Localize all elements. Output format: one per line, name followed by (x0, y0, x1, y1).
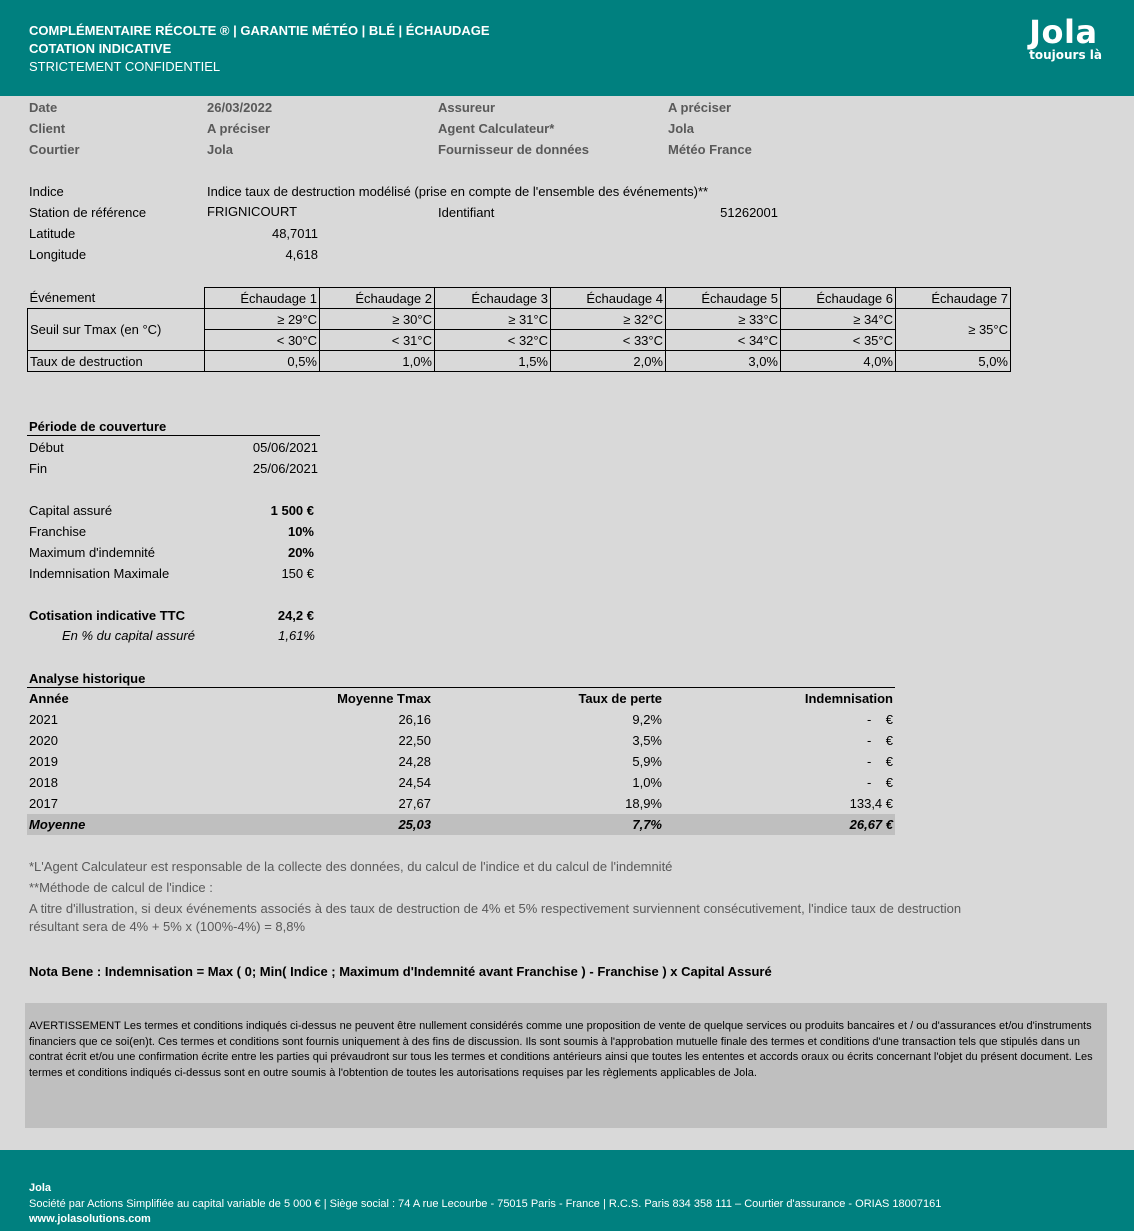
max-indemnite-value: 20% (287, 545, 314, 560)
identifiant-value: 51262001 (720, 205, 778, 220)
history-cell: 2019 (29, 754, 58, 769)
history-cell: 22,50 (398, 733, 431, 748)
history-cell: - € (866, 754, 893, 769)
cotisation-value: 24,2 € (277, 608, 314, 623)
longitude-label: Longitude (29, 247, 87, 262)
disclaimer-text: AVERTISSEMENT Les termes et conditions indiqués ci-dessus ne peuvent être nullement considérés comme une proposition de vente de quelque services ou produits bancaires et / ou d'assurances et/ou d'instruments financiers que ce soi(en)t. Ces termes et conditions sont fournis uniquement à des fins de discussion. Ils sont soumis à l'approbation mutuelle finale des termes et conditions d'une transaction tels que stipulés dans un contrat écrit et/ou une confirmation écrite entre les parties qui prévaudront sur tous les termes et conditions antérieurs ainsi que toutes les ententes et accords oraux ou écrits concernant l'objet du présent document. Les termes et conditions indiqués ci-dessus sont en outre soumis à l'obtention de toutes les autorisations requises par les règlements applicables de Jola. (29, 1020, 1093, 1079)
fin-value: 25/06/2021 (252, 461, 318, 476)
table-row (27, 793, 895, 814)
station-label: Station de référence (29, 205, 147, 220)
assureur-value: A préciser (668, 100, 732, 115)
franchise-value: 10% (287, 524, 314, 539)
history-cell: 27,67 (398, 796, 431, 811)
pct-capital-label: En % du capital assuré (62, 628, 195, 643)
taux-value: 1,0% (320, 351, 435, 372)
station-value: FRIGNICOURT (207, 204, 298, 219)
average-cell: 25,03 (207, 814, 433, 835)
table-row (27, 772, 895, 793)
history-cell: 2021 (29, 712, 58, 727)
evenement-label: Événement (28, 288, 205, 309)
footnote-result: résultant sera de 4% + 5% x (100%-4%) = 8,8% (29, 919, 306, 934)
seuil-max: < 34°C (666, 330, 781, 351)
history-cell: 9,2% (632, 712, 662, 727)
taux-value: 0,5% (205, 351, 320, 372)
footer-company: Jola (29, 1182, 52, 1194)
events-table (27, 287, 1011, 372)
taux-label: Taux de destruction (28, 351, 205, 372)
event-name: Échaudage 1 (205, 288, 320, 309)
history-cell: 3,5% (632, 733, 662, 748)
history-cell: 1,0% (632, 775, 662, 790)
date-label: Date (29, 100, 58, 115)
history-cell: 2018 (29, 775, 58, 790)
history-cell: 24,28 (398, 754, 431, 769)
capital-value: 1 500 € (270, 503, 314, 518)
courtier-label: Courtier (29, 142, 80, 157)
seuil-max: < 33°C (551, 330, 666, 351)
indice-value: Indice taux de destruction modélisé (prise en compte de l'ensemble des événements)** (207, 184, 709, 199)
history-cell: 2020 (29, 733, 58, 748)
fournisseur-label: Fournisseur de données (438, 142, 589, 157)
average-label: Moyenne (27, 814, 207, 835)
logo-tagline: toujours là (1029, 48, 1102, 62)
indem-max-label: Indemnisation Maximale (29, 566, 170, 581)
identifiant-label: Identifiant (438, 205, 495, 220)
history-table (27, 688, 895, 835)
history-cell: 24,54 (398, 775, 431, 790)
average-cell: 7,7% (433, 814, 664, 835)
latitude-value: 48,7011 (271, 226, 318, 241)
coverage-title: Période de couverture (29, 419, 167, 434)
capital-label: Capital assuré (29, 503, 113, 518)
history-title: Analyse historique (29, 671, 146, 686)
taux-value: 4,0% (781, 351, 896, 372)
history-cell: - € (866, 733, 893, 748)
table-row (27, 709, 895, 730)
footer-banner (0, 1150, 1134, 1231)
seuil-min: ≥ 30°C (320, 309, 435, 330)
taux-value: 3,0% (666, 351, 781, 372)
cotisation-label: Cotisation indicative TTC (29, 608, 186, 623)
seuil-min: ≥ 33°C (666, 309, 781, 330)
history-cell: 5,9% (632, 754, 662, 769)
footnote-method: **Méthode de calcul de l'indice : (29, 880, 213, 895)
document-title: COMPLÉMENTAIRE RÉCOLTE ® | GARANTIE MÉTÉO | BLÉ | ÉCHAUDAGE (29, 23, 490, 38)
agent-value: Jola (668, 121, 695, 136)
client-value: A préciser (207, 121, 271, 136)
taux-value: 2,0% (551, 351, 666, 372)
nota-bene: Nota Bene : Indemnisation = Max ( 0; Min( Indice ; Maximum d'Indemnité avant Franchise ) - Franchise ) x Capital Assuré (29, 964, 772, 979)
logo-name: Jola (1029, 13, 1098, 51)
courtier-value: Jola (207, 142, 234, 157)
disclaimer-box (25, 1003, 1107, 1128)
seuil-min: ≥ 31°C (435, 309, 551, 330)
seuil-max: < 30°C (205, 330, 320, 351)
footer-legal: Société par Actions Simplifiée au capital variable de 5 000 € | Siège social : 74 A rue Lecourbe - 75015 Paris - France | R.C.S. Paris 834 358 111 – Courtier d'assurance - ORIAS 18007161 (29, 1198, 942, 1210)
seuil-max: < 32°C (435, 330, 551, 351)
max-indemnite-label: Maximum d'indemnité (29, 545, 156, 560)
footnote-example: A titre d'illustration, si deux événements associés à des taux de destruction de 4% et 5% respectivement surviennent consécutivement, l'indice taux de destruction (29, 901, 962, 916)
history-header: Année (29, 691, 69, 706)
debut-label: Début (29, 440, 64, 455)
table-row (27, 751, 895, 772)
seuil-min: ≥ 32°C (551, 309, 666, 330)
event-name: Échaudage 2 (320, 288, 435, 309)
history-header: Moyenne Tmax (337, 691, 431, 706)
event-name: Échaudage 3 (435, 288, 551, 309)
document-subtitle: COTATION INDICATIVE (29, 41, 172, 56)
debut-value: 05/06/2021 (252, 440, 318, 455)
taux-value: 1,5% (435, 351, 551, 372)
indice-label: Indice (29, 184, 64, 199)
history-cell: 2017 (29, 796, 58, 811)
seuil-max: < 35°C (781, 330, 896, 351)
latitude-label: Latitude (29, 226, 76, 241)
assureur-label: Assureur (438, 100, 496, 115)
history-cell: - € (866, 775, 893, 790)
history-header: Taux de perte (578, 691, 662, 706)
client-label: Client (29, 121, 66, 136)
average-row (27, 814, 895, 835)
seuil-max: < 31°C (320, 330, 435, 351)
footer-website-link[interactable]: www.jolasolutions.com (29, 1213, 151, 1225)
event-name: Échaudage 7 (896, 288, 1011, 309)
event-name: Échaudage 6 (781, 288, 896, 309)
fin-label: Fin (29, 461, 48, 476)
taux-value: 5,0% (896, 351, 1011, 372)
history-cell: 133,4 € (849, 796, 893, 811)
history-header: Indemnisation (804, 691, 893, 706)
fournisseur-value: Météo France (668, 142, 752, 157)
franchise-label: Franchise (29, 524, 87, 539)
history-cell: 18,9% (625, 796, 662, 811)
event-name: Échaudage 5 (666, 288, 781, 309)
header-banner (0, 0, 1134, 96)
footnote-agent: *L'Agent Calculateur est responsable de la collecte des données, du calcul de l'indice et du calcul de l'indemnité (29, 859, 673, 874)
average-cell: 26,67 € (664, 814, 895, 835)
agent-label: Agent Calculateur* (438, 121, 555, 136)
event-name: Échaudage 4 (551, 288, 666, 309)
history-cell: - € (866, 712, 893, 727)
longitude-value: 4,618 (285, 247, 318, 262)
seuil-min: ≥ 34°C (781, 309, 896, 330)
pct-capital-value: 1,61% (278, 628, 315, 643)
history-cell: 26,16 (398, 712, 431, 727)
seuil-min: ≥ 29°C (205, 309, 320, 330)
confidentiality-label: STRICTEMENT CONFIDENTIEL (29, 59, 221, 74)
seuil-min: ≥ 35°C (896, 309, 1011, 351)
coverage-divider (27, 435, 320, 436)
date-value: 26/03/2022 (207, 100, 273, 115)
table-row (27, 730, 895, 751)
indem-max-value: 150 € (281, 566, 314, 581)
seuil-label: Seuil sur Tmax (en °C) (28, 309, 205, 351)
jola-logo (1029, 14, 1102, 62)
